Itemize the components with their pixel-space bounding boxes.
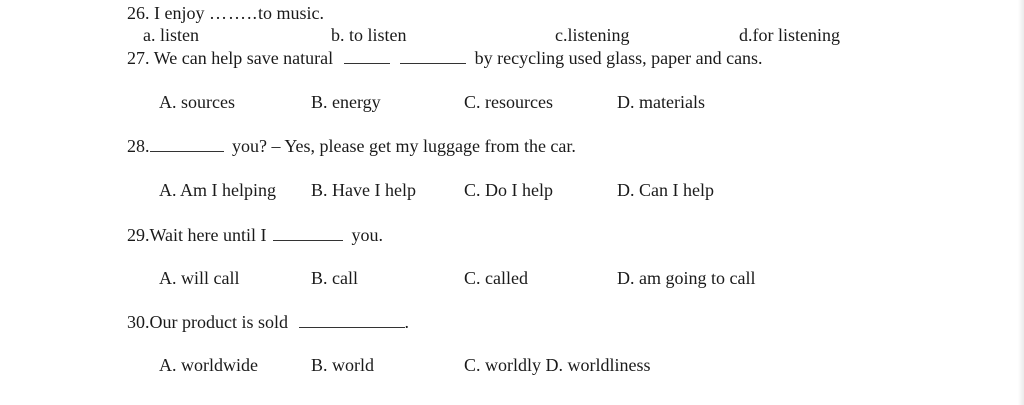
option-30-a: A. worldwide: [159, 355, 258, 375]
blank-dots: ……..: [208, 3, 258, 23]
question-28: [127, 135, 576, 157]
option-28-b: B. Have I help: [311, 180, 416, 200]
question-number: 26.: [127, 3, 150, 23]
answer-blank: [299, 313, 405, 328]
question-number: 27.: [127, 48, 150, 68]
answer-blank: [273, 226, 343, 241]
option-28-d: D. Can I help: [617, 180, 714, 200]
option-26-c: c.listening: [555, 25, 630, 45]
option-28-a: A. Am I helping: [159, 180, 276, 200]
option-29-d: D. am going to call: [617, 268, 756, 288]
question-number: 30.: [127, 312, 150, 332]
option-26-a: a. listen: [143, 25, 199, 45]
question-27: [127, 47, 763, 69]
option-29-b: B. call: [311, 268, 358, 288]
question-stem-end: to music.: [257, 3, 324, 23]
question-stem: I enjoy: [154, 3, 205, 23]
option-29-c: C. called: [464, 268, 528, 288]
page-edge-shadow: [1018, 0, 1024, 405]
answer-blank: [400, 49, 466, 64]
option-27-d: D. materials: [617, 92, 705, 112]
question-stem-end: you.: [351, 225, 384, 245]
option-27-c: C. resources: [464, 92, 553, 112]
answer-blank: [344, 49, 390, 64]
question-stem: Wait here until I: [149, 225, 267, 245]
question-26: [127, 2, 324, 24]
question-29: [127, 224, 383, 246]
question-stem-end: .: [404, 312, 409, 332]
option-28-c: C. Do I help: [464, 180, 553, 200]
question-stem-end: you? – Yes, please get my luggage from the car.: [232, 136, 576, 156]
question-number: 29.: [127, 225, 150, 245]
option-26-b: b. to listen: [331, 25, 407, 45]
option-30-b: B. world: [311, 355, 374, 375]
question-stem: We can help save natural: [153, 48, 334, 68]
question-30: [127, 311, 409, 333]
question-stem-end: by recycling used glass, paper and cans.: [474, 48, 763, 68]
option-30-c: C. worldly D. worldliness: [464, 355, 651, 375]
option-27-b: B. energy: [311, 92, 381, 112]
option-27-a: A. sources: [159, 92, 235, 112]
option-29-a: A. will call: [159, 268, 240, 288]
question-number: 28.: [127, 136, 150, 156]
option-26-d: d.for listening: [739, 25, 840, 45]
question-stem: Our product is sold: [149, 312, 288, 332]
answer-blank: [150, 137, 224, 152]
